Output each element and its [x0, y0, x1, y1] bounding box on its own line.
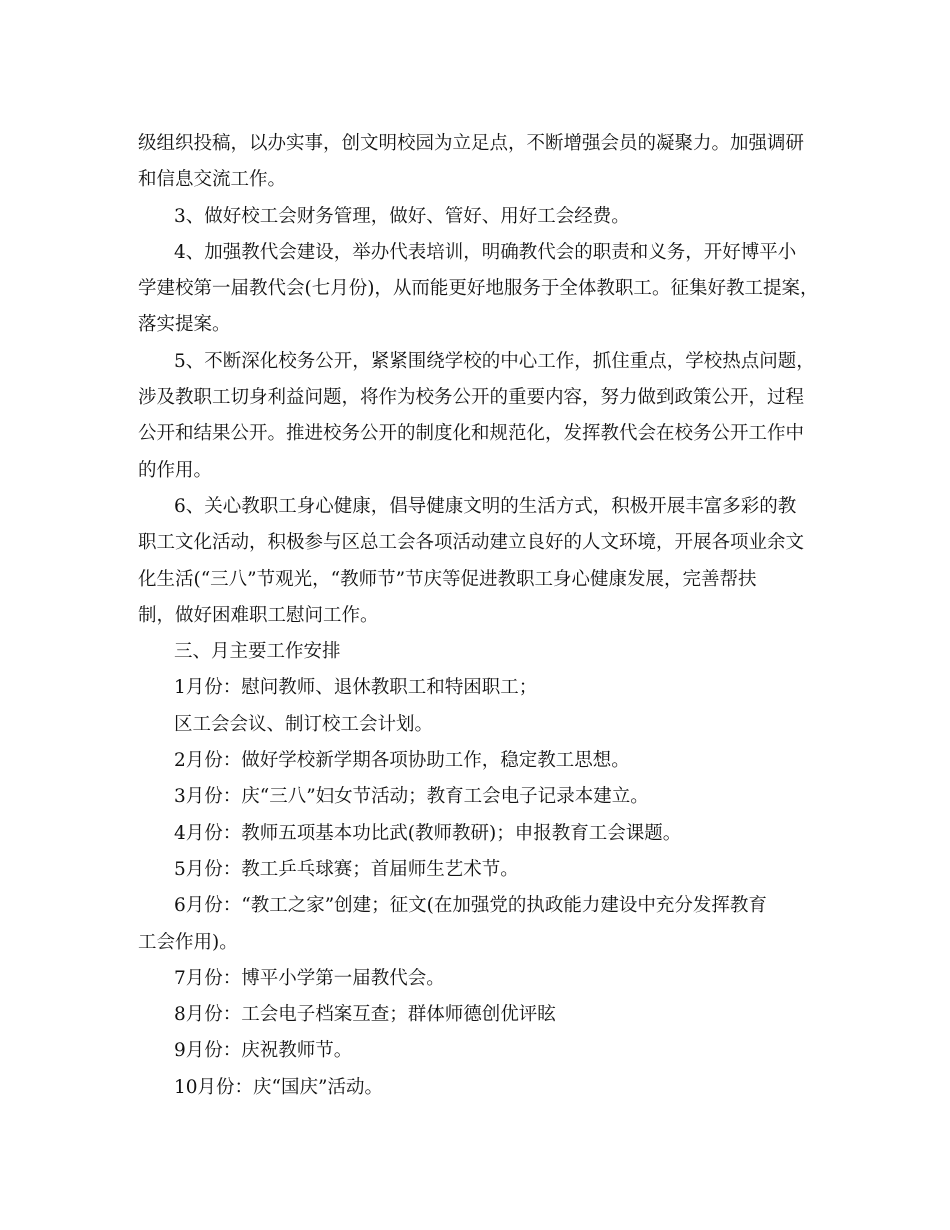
text-line: 3月份：庆“三八”妇女节活动；教育工会电子记录本建立。: [174, 786, 649, 808]
paragraph: [138, 1070, 814, 1106]
text-line: 5月份：教工乒乓球赛；首届师生艺术节。: [174, 858, 519, 880]
text-line: 区工会会议、制订校工会计划。: [174, 713, 434, 735]
paragraph: [138, 743, 814, 779]
paragraph: [138, 670, 814, 706]
text-line: 5、不断深化校务公开，紧紧围绕学校的中心工作，抓住重点，学校热点问题，: [174, 350, 815, 372]
paragraph: [138, 344, 814, 489]
text-line: 6月份：“教工之家”创建；征文(在加强党的执政能力建设中充分发挥教育: [174, 895, 767, 917]
paragraph: [138, 199, 814, 235]
paragraph: [138, 816, 814, 852]
text-line: 4月份：教师五项基本功比武(教师教研)；申报教育工会课题。: [174, 822, 682, 844]
paragraph: [138, 888, 814, 961]
paragraph: [138, 235, 819, 344]
text-line: 的作用。: [138, 459, 213, 481]
paragraph: [138, 1033, 814, 1069]
text-line: 2月份：做好学校新学期各项协助工作，稳定教工思想。: [174, 750, 630, 772]
text-line: 三、月主要工作安排: [174, 641, 341, 663]
text-line: 级组织投稿，以办实事，创文明校园为立足点，不断增强会员的凝聚力。加强调研: [138, 133, 805, 154]
document-body: [138, 126, 819, 1106]
paragraph: [138, 779, 814, 815]
paragraph: [138, 489, 814, 634]
text-line: 化生活(“三八”节观光，“教师节”节庆等促进教职工身心健康发展，完善帮扶: [138, 568, 757, 590]
text-line: 3、做好校工会财务管理，做好、管好、用好工会经费。: [174, 205, 630, 227]
text-line: 落实提案。: [138, 314, 231, 336]
text-line: 学建校第一届教代会(七月份)，从而能更好地服务于全体教职工。征集好教工提案，: [138, 278, 819, 300]
text-line: 8月份：工会电子档案互查；群体师德创优评眩: [174, 1004, 556, 1026]
text-line: 和信息交流工作。: [138, 169, 287, 191]
text-line: 工会作用)。: [138, 931, 238, 953]
paragraph: [138, 126, 814, 199]
text-line: 公开和结果公开。推进校务公开的制度化和规范化，发挥教代会在校务公开工作中: [138, 423, 805, 445]
text-line: 职工文化活动，积极参与区总工会各项活动建立良好的人文环境，开展各项业余文: [138, 532, 805, 554]
paragraph: [138, 707, 814, 743]
text-line: 10月份：庆“国庆”活动。: [174, 1076, 383, 1098]
text-line: 4、加强教代会建设，举办代表培训，明确教代会的职责和义务，开好博平小: [174, 241, 797, 263]
text-line: 制，做好困难职工慰问工作。: [138, 604, 379, 626]
paragraph: [138, 961, 814, 997]
paragraph: [138, 634, 814, 670]
text-line: 7月份：博平小学第一届教代会。: [174, 967, 445, 989]
text-line: 6、关心教职工身心健康，倡导健康文明的生活方式，积极开展丰富多彩的教: [174, 495, 797, 517]
text-line: 1月份：慰问教师、退休教职工和特困职工；: [174, 677, 538, 699]
text-line: 9月份：庆祝教师节。: [174, 1040, 353, 1062]
paragraph: [138, 997, 814, 1033]
text-line: 涉及教职工切身利益问题，将作为校务公开的重要内容，努力做到政策公开，过程: [138, 387, 805, 409]
paragraph: [138, 852, 814, 888]
